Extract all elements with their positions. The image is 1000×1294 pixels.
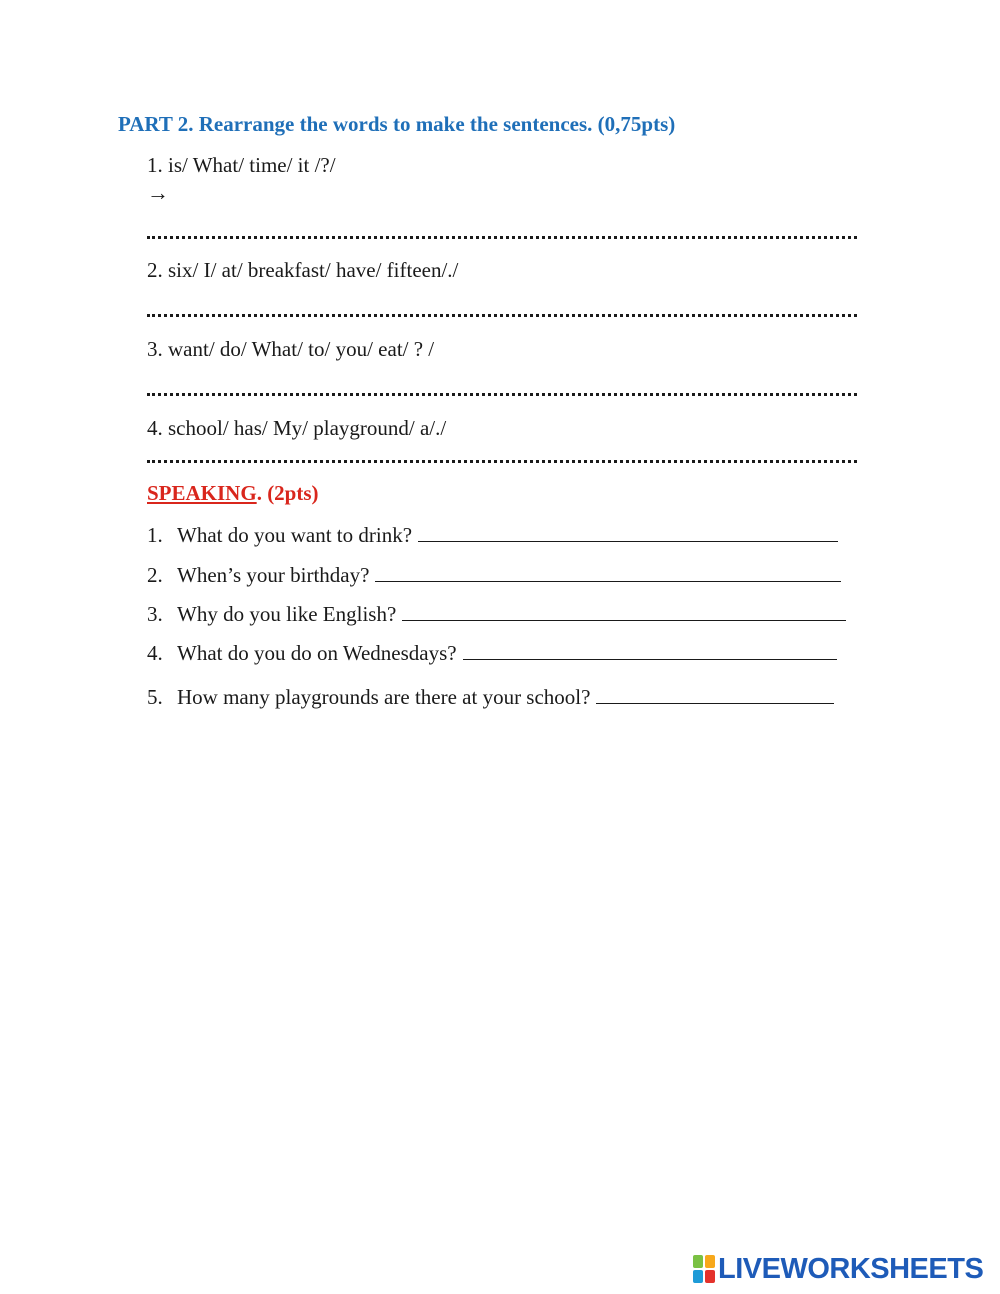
rearrange-item-4: 4. school/ has/ My/ playground/ a/./ (147, 416, 447, 440)
liveworksheets-logo (693, 1253, 983, 1285)
answer-blank-2[interactable] (375, 561, 841, 582)
rearrange-item-2: 2. six/ I/ at/ breakfast/ have/ fifteen/./ (147, 258, 459, 282)
arrow-icon: → (147, 180, 169, 205)
answer-dotted-line-4[interactable] (147, 450, 857, 463)
question-number: 3. (147, 602, 163, 626)
answer-blank-5[interactable] (596, 683, 834, 704)
question-text: How many playgrounds are there at your school? (177, 685, 591, 709)
speaking-question-1 (147, 521, 838, 548)
answer-blank-3[interactable] (402, 600, 846, 621)
speaking-question-3 (147, 600, 846, 627)
speaking-title (147, 481, 319, 506)
rearrange-item-3: 3. want/ do/ What/ to/ you/ eat/ ? / (147, 337, 435, 361)
question-text: When’s your birthday? (177, 563, 370, 587)
question-number: 4. (147, 641, 163, 665)
question-number: 2. (147, 563, 163, 587)
speaking-points: . (2pts) (256, 481, 319, 505)
answer-blank-1[interactable] (418, 521, 838, 542)
question-text: Why do you like English? (177, 602, 397, 626)
logo-text: LIVEWORKSHEETS (718, 1252, 984, 1285)
speaking-question-4 (147, 639, 837, 666)
speaking-question-2 (147, 561, 841, 588)
rearrange-item-1: 1. is/ What/ time/ it /?/ (147, 153, 336, 177)
speaking-question-5 (147, 683, 834, 710)
speaking-label: SPEAKING (147, 481, 257, 505)
answer-dotted-line-3[interactable] (147, 383, 857, 396)
question-text: What do you do on Wednesdays? (177, 641, 457, 665)
liveworksheets-logo-icon (693, 1255, 715, 1283)
part2-title: PART 2. Rearrange the words to make the sentences. (0,75pts) (118, 112, 676, 136)
question-number: 1. (147, 523, 163, 547)
question-text: What do you want to drink? (177, 523, 413, 547)
answer-dotted-line-2[interactable] (147, 304, 857, 317)
answer-blank-4[interactable] (463, 639, 837, 660)
question-number: 5. (147, 685, 163, 709)
answer-dotted-line-1[interactable] (147, 226, 857, 239)
